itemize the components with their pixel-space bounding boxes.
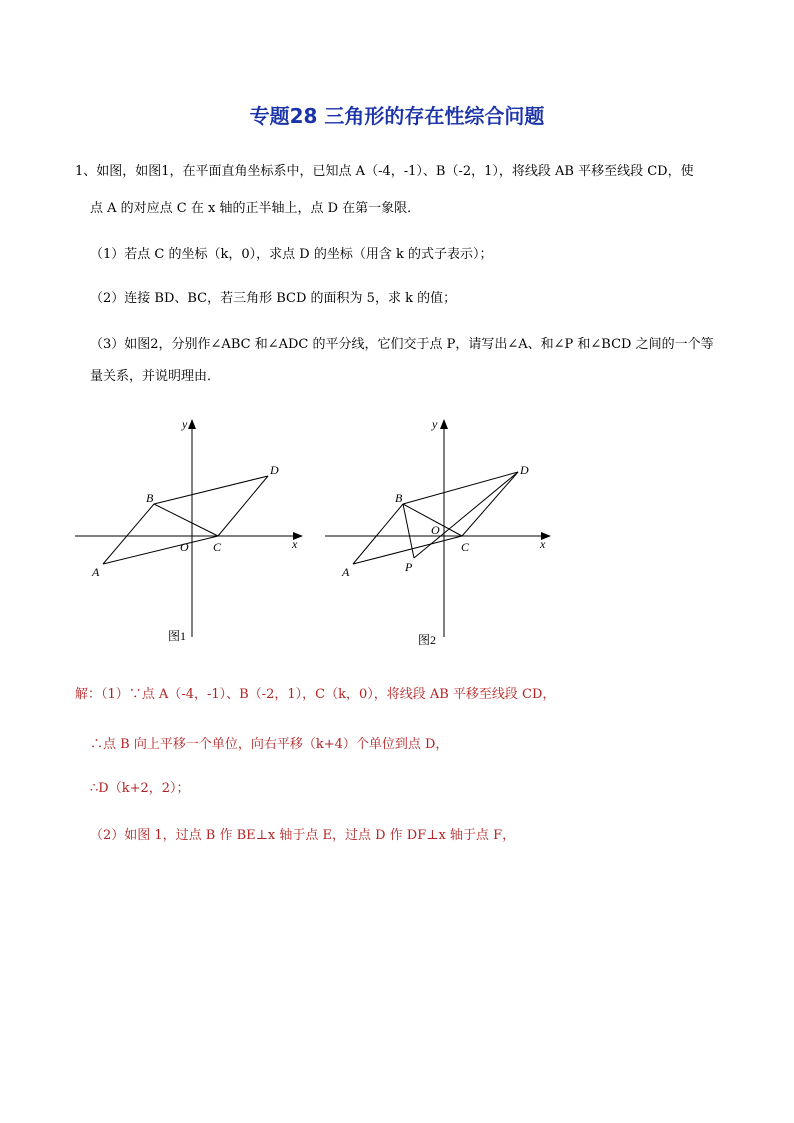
label-D: D: [270, 463, 279, 477]
label-x: x: [540, 537, 546, 551]
label-O: O: [180, 540, 189, 554]
label-C: C: [213, 540, 222, 554]
segment-AB: [103, 504, 154, 564]
solution-step-2: ∴点 B 向上平移一个单位，向右平移（k+4）个单位到点 D，: [90, 737, 449, 752]
segment-AB: [353, 504, 403, 564]
solution-step-1: （1）∵点 A（-4，-1）、B（-2，1），C（k，0），将线段 AB 平移至线段 CD，: [101, 687, 556, 702]
figure-1: [70, 412, 310, 652]
label-B: B: [146, 491, 154, 505]
label-A: A: [342, 565, 350, 579]
segment-DC: [462, 472, 518, 536]
label-x: x: [292, 537, 298, 551]
segment-BD: [403, 472, 518, 504]
solution-head-line: [75, 686, 555, 704]
segment-BD: [154, 476, 268, 504]
solution-step-3: ∴D（k+2，2）；: [90, 781, 190, 796]
problem-line-2: 点 A 的对应点 C 在 x 轴的正半轴上，点 D 在第一象限．: [90, 201, 421, 216]
segment-CA: [103, 536, 218, 564]
figure-2: [320, 412, 560, 652]
question-1: （1）若点 C 的坐标（k，0），求点 D 的坐标（用含 k 的式子表示）；: [90, 247, 493, 262]
label-C: C: [461, 540, 470, 554]
segment-DC: [218, 476, 268, 536]
solution-head: 解：: [75, 687, 102, 702]
page-title: 专题28 三角形的存在性综合问题: [249, 104, 545, 128]
label-O: O: [431, 523, 440, 537]
label-A: A: [92, 565, 100, 579]
figure-1-caption: 图1: [168, 629, 187, 643]
solution-step-4: （2）如图 1，过点 B 作 BE⊥x 轴于点 E，过点 D 作 DF⊥x 轴于点 F，: [90, 828, 516, 843]
label-B: B: [395, 491, 403, 505]
question-2: （2）连接 BD、BC，若三角形 BCD 的面积为 5，求 k 的值；: [90, 291, 457, 306]
label-P: P: [405, 560, 413, 574]
label-y: y: [432, 417, 438, 431]
figure-2-caption: 图2: [418, 633, 437, 647]
question-3-line-2: 量关系，并说明理由．: [90, 369, 221, 384]
label-y: y: [182, 417, 188, 431]
segment-BC: [154, 504, 218, 536]
label-D: D: [520, 463, 529, 477]
problem-line-1: 1、如图，如图1，在平面直角坐标系中，已知点 A（-4，-1）、B（-2，1），将线段 AB 平移至线段 CD，使: [75, 164, 694, 179]
question-3-line-1: （3）如图2，分别作∠ABC 和∠ADC 的平分线，它们交于点 P，请写出∠A、和∠P 和∠BCD 之间的一个等: [90, 337, 714, 352]
